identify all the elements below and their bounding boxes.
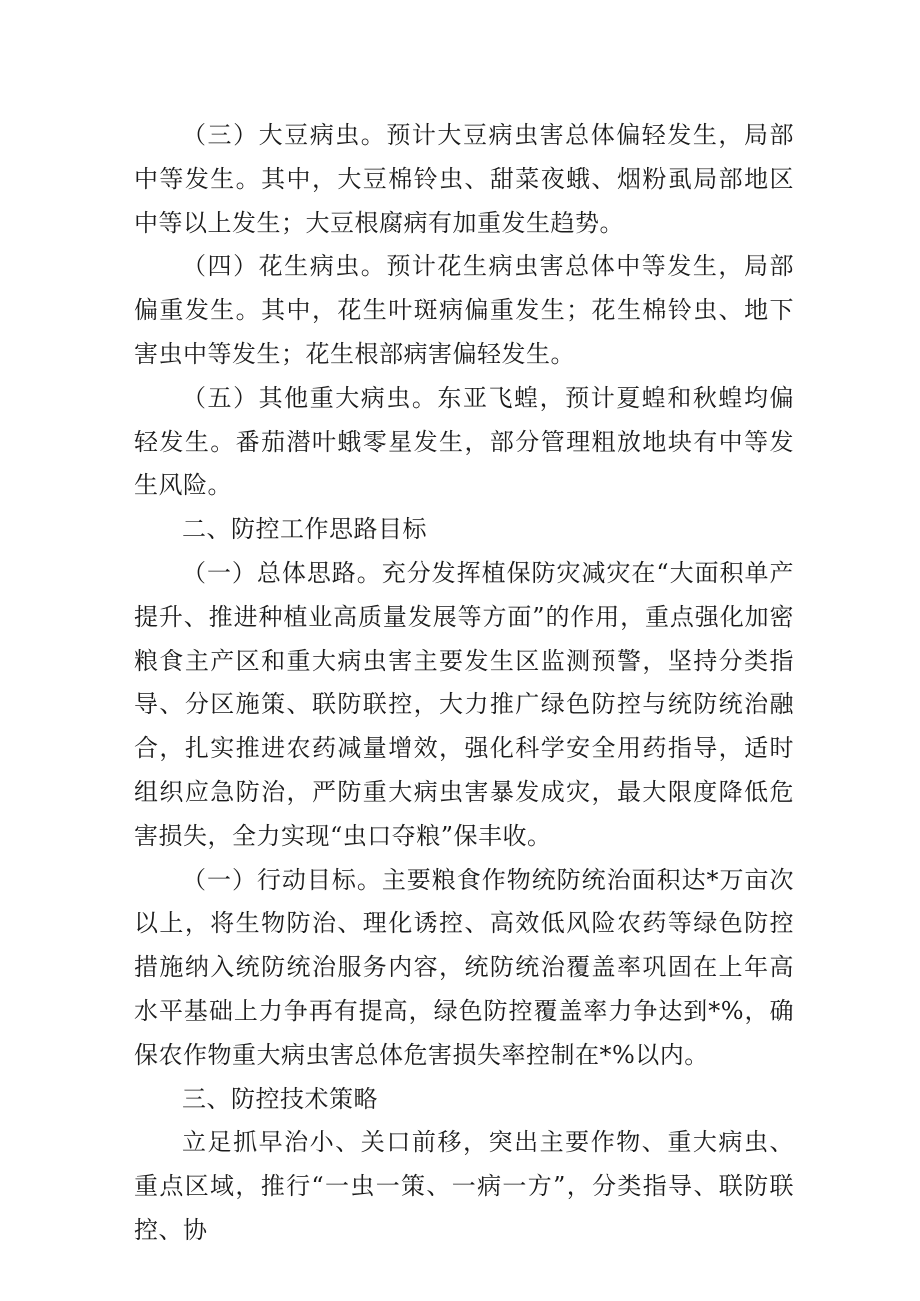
section-heading-control-strategy: 三、防控技术策略 xyxy=(182,1084,378,1113)
document-body xyxy=(134,114,794,1253)
paragraph-strategy-text: 立足抓早治小、关口前移，突出主要作物、重大病虫、重点区域，推行“一虫一策、一病一方”，分类指导、联防联控、协 xyxy=(134,1128,794,1244)
paragraph-other-major-pests: （五）其他重大病虫。东亚飞蝗，预计夏蝗和秋蝗均偏轻发生。番茄潜叶蛾零星发生，部分管理粗放地块有中等发生风险。 xyxy=(134,383,794,500)
paragraph-soybean-pests: （三）大豆病虫。预计大豆病虫害总体偏轻发生，局部中等发生。其中，大豆棉铃虫、甜菜夜蛾、烟粉虱局部地区中等以上发生；大豆根腐病有加重发生趋势。 xyxy=(134,121,794,237)
section-heading-control-goals: 二、防控工作思路目标 xyxy=(182,515,427,544)
paragraph-overall-approach: （一）总体思路。充分发挥植保防灾减灾在“大面积单产提升、推进种植业高质量发展等方面”的作用，重点强化加密粮食主产区和重大病虫害主要发生区监测预警，坚持分类指导、分区施策、联防联控，大力推广绿色防控与统防统治融合，扎实推进农药减量增效，强化科学安全用药指导，适时组织应急防治，严防重大病虫害暴发成灾，最大限度降低危害损失，全力实现“虫口夺粮”保丰收。 xyxy=(134,558,794,850)
paragraph-action-targets: （一）行动目标。主要粮食作物统防统治面积达*万亩次以上，将生物防治、理化诱控、高效低风险农药等绿色防控措施纳入统防统治服务内容，统防统治覆盖率巩固在上年高水平基础上力争再有提高，绿色防控覆盖率力争达到*%，确保农作物重大病虫害总体危害损失率控制在*%以内。 xyxy=(134,865,794,1069)
paragraph-peanut-pests: （四）花生病虫。预计花生病虫害总体中等发生，局部偏重发生。其中，花生叶斑病偏重发生；花生棉铃虫、地下害虫中等发生；花生根部病害偏轻发生。 xyxy=(134,252,794,368)
